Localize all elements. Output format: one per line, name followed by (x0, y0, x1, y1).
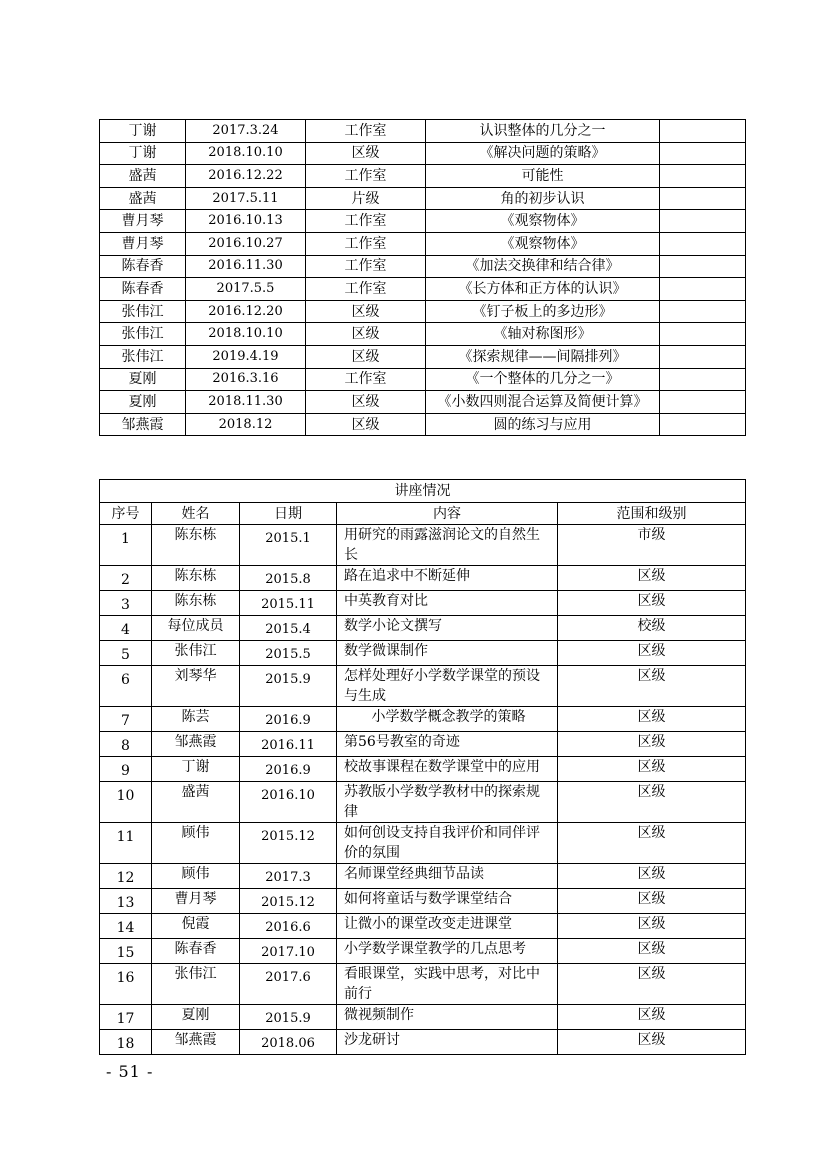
table-row (100, 939, 746, 964)
cell-level: 校级 (558, 616, 746, 641)
cell-level: 区级 (558, 1030, 746, 1055)
cell-level: 区级 (558, 823, 746, 864)
cell-empty (660, 413, 746, 436)
cell-level: 区级 (558, 641, 746, 666)
cell-empty (660, 323, 746, 346)
cell-date: 2015.11 (240, 591, 337, 616)
cell-empty (660, 232, 746, 255)
cell-date: 2015.4 (240, 616, 337, 641)
lesson-table (99, 119, 746, 436)
table-row (100, 525, 746, 566)
table-row (100, 864, 746, 889)
cell-teacher: 曹月琴 (100, 232, 186, 255)
table-row (100, 368, 746, 391)
table-row (100, 413, 746, 436)
cell-level: 工作室 (306, 120, 426, 143)
cell-lesson: 《长方体和正方体的认识》 (426, 278, 660, 301)
cell-name: 张伟江 (152, 964, 240, 1005)
cell-level: 区级 (306, 142, 426, 165)
cell-level: 区级 (558, 591, 746, 616)
cell-teacher: 夏刚 (100, 368, 186, 391)
cell-content: 名师课堂经典细节品读 (337, 864, 558, 889)
header-name: 姓名 (152, 503, 240, 525)
cell-level: 区级 (306, 323, 426, 346)
cell-teacher: 邹燕霞 (100, 413, 186, 436)
cell-lesson: 《探索规律——间隔排列》 (426, 345, 660, 368)
cell-level: 工作室 (306, 210, 426, 233)
cell-date: 2016.9 (240, 707, 337, 732)
cell-name: 刘琴华 (152, 666, 240, 707)
table-row (100, 616, 746, 641)
cell-date: 2016.6 (240, 914, 337, 939)
cell-date: 2018.11.30 (186, 391, 306, 414)
header-date: 日期 (240, 503, 337, 525)
table-row (100, 165, 746, 188)
cell-index: 15 (100, 939, 152, 964)
cell-content: 沙龙研讨 (337, 1030, 558, 1055)
cell-lesson: 《一个整体的几分之一》 (426, 368, 660, 391)
table-row (100, 732, 746, 757)
cell-level: 区级 (306, 300, 426, 323)
cell-date: 2016.12.22 (186, 165, 306, 188)
cell-content: 路在追求中不断延伸 (337, 566, 558, 591)
table-row (100, 641, 746, 666)
cell-name: 陈春香 (152, 939, 240, 964)
table-row (100, 142, 746, 165)
cell-content: 如何将童话与数学课堂结合 (337, 889, 558, 914)
cell-index: 16 (100, 964, 152, 1005)
cell-date: 2017.3.24 (186, 120, 306, 143)
cell-index: 2 (100, 566, 152, 591)
cell-date: 2017.3 (240, 864, 337, 889)
cell-content: 小学数学课堂教学的几点思考 (337, 939, 558, 964)
cell-level: 区级 (558, 782, 746, 823)
cell-index: 5 (100, 641, 152, 666)
cell-lesson: 《观察物体》 (426, 210, 660, 233)
cell-index: 9 (100, 757, 152, 782)
table-row (100, 120, 746, 143)
cell-teacher: 曹月琴 (100, 210, 186, 233)
cell-content: 让微小的课堂改变走进课堂 (337, 914, 558, 939)
cell-date: 2018.10.10 (186, 323, 306, 346)
cell-content: 校故事课程在数学课堂中的应用 (337, 757, 558, 782)
cell-lesson: 《观察物体》 (426, 232, 660, 255)
table-row (100, 757, 746, 782)
cell-lesson: 认识整体的几分之一 (426, 120, 660, 143)
cell-content: 数学小论文撰写 (337, 616, 558, 641)
cell-lesson: 《小数四则混合运算及简便计算》 (426, 391, 660, 414)
cell-name: 倪霞 (152, 914, 240, 939)
header-level: 范围和级别 (558, 503, 746, 525)
cell-index: 4 (100, 616, 152, 641)
cell-teacher: 张伟江 (100, 323, 186, 346)
cell-name: 每位成员 (152, 616, 240, 641)
cell-content: 第56号教室的奇迹 (337, 732, 558, 757)
table-row (100, 782, 746, 823)
cell-name: 丁谢 (152, 757, 240, 782)
cell-teacher: 丁谢 (100, 142, 186, 165)
cell-name: 顾伟 (152, 823, 240, 864)
cell-date: 2015.12 (240, 889, 337, 914)
header-index: 序号 (100, 503, 152, 525)
table-row (100, 889, 746, 914)
cell-empty (660, 165, 746, 188)
cell-date: 2016.10.27 (186, 232, 306, 255)
cell-empty (660, 142, 746, 165)
cell-date: 2015.5 (240, 641, 337, 666)
cell-date: 2016.11.30 (186, 255, 306, 278)
cell-index: 12 (100, 864, 152, 889)
cell-index: 13 (100, 889, 152, 914)
cell-teacher: 丁谢 (100, 120, 186, 143)
table-row (100, 707, 746, 732)
cell-index: 18 (100, 1030, 152, 1055)
table-row (100, 391, 746, 414)
cell-name: 陈芸 (152, 707, 240, 732)
cell-empty (660, 278, 746, 301)
cell-lesson: 可能性 (426, 165, 660, 188)
cell-level: 区级 (306, 345, 426, 368)
header-content: 内容 (337, 503, 558, 525)
cell-date: 2017.5.5 (186, 278, 306, 301)
cell-date: 2019.4.19 (186, 345, 306, 368)
table-row (100, 1030, 746, 1055)
cell-content: 数学微课制作 (337, 641, 558, 666)
table-row (100, 278, 746, 301)
cell-name: 邹燕霞 (152, 732, 240, 757)
cell-date: 2015.9 (240, 666, 337, 707)
cell-name: 顾伟 (152, 864, 240, 889)
cell-index: 6 (100, 666, 152, 707)
cell-index: 7 (100, 707, 152, 732)
cell-name: 曹月琴 (152, 889, 240, 914)
cell-name: 陈东栋 (152, 525, 240, 566)
cell-level: 区级 (558, 732, 746, 757)
cell-date: 2016.9 (240, 757, 337, 782)
cell-teacher: 张伟江 (100, 345, 186, 368)
cell-index: 3 (100, 591, 152, 616)
cell-level: 工作室 (306, 232, 426, 255)
cell-date: 2016.11 (240, 732, 337, 757)
cell-level: 区级 (558, 864, 746, 889)
cell-name: 邹燕霞 (152, 1030, 240, 1055)
cell-date: 2016.10.13 (186, 210, 306, 233)
table-row (100, 566, 746, 591)
cell-lesson: 《解决问题的策略》 (426, 142, 660, 165)
cell-level: 工作室 (306, 368, 426, 391)
cell-level: 区级 (558, 757, 746, 782)
cell-content: 如何创设支持自我评价和同伴评价的氛围 (337, 823, 558, 864)
cell-level: 区级 (558, 707, 746, 732)
cell-date: 2017.6 (240, 964, 337, 1005)
cell-index: 8 (100, 732, 152, 757)
cell-date: 2017.10 (240, 939, 337, 964)
cell-date: 2018.06 (240, 1030, 337, 1055)
cell-lesson: 《轴对称图形》 (426, 323, 660, 346)
table-row (100, 823, 746, 864)
cell-empty (660, 187, 746, 210)
cell-teacher: 张伟江 (100, 300, 186, 323)
cell-date: 2015.12 (240, 823, 337, 864)
cell-date: 2016.10 (240, 782, 337, 823)
cell-lesson: 角的初步认识 (426, 187, 660, 210)
table-row (100, 1005, 746, 1030)
table-row (100, 666, 746, 707)
cell-date: 2018.10.10 (186, 142, 306, 165)
cell-date: 2015.8 (240, 566, 337, 591)
table-row (100, 591, 746, 616)
cell-level: 区级 (306, 413, 426, 436)
cell-empty (660, 391, 746, 414)
cell-index: 1 (100, 525, 152, 566)
cell-name: 陈东栋 (152, 566, 240, 591)
cell-level: 区级 (558, 566, 746, 591)
cell-name: 盛茜 (152, 782, 240, 823)
cell-level: 区级 (558, 964, 746, 1005)
table-row (100, 232, 746, 255)
cell-level: 区级 (558, 889, 746, 914)
lecture-table (99, 479, 746, 1055)
cell-index: 11 (100, 823, 152, 864)
cell-date: 2016.12.20 (186, 300, 306, 323)
cell-teacher: 陈春香 (100, 278, 186, 301)
table-row (100, 964, 746, 1005)
cell-content: 小学数学概念教学的策略 (337, 707, 558, 732)
cell-content: 怎样处理好小学数学课堂的预设与生成 (337, 666, 558, 707)
cell-index: 17 (100, 1005, 152, 1030)
cell-teacher: 盛茜 (100, 165, 186, 188)
cell-index: 14 (100, 914, 152, 939)
cell-empty (660, 120, 746, 143)
cell-date: 2015.9 (240, 1005, 337, 1030)
cell-teacher: 陈春香 (100, 255, 186, 278)
table-row (100, 914, 746, 939)
cell-empty (660, 300, 746, 323)
cell-date: 2018.12 (186, 413, 306, 436)
cell-content: 微视频制作 (337, 1005, 558, 1030)
cell-teacher: 夏刚 (100, 391, 186, 414)
cell-date: 2015.1 (240, 525, 337, 566)
cell-name: 陈东栋 (152, 591, 240, 616)
cell-teacher: 盛茜 (100, 187, 186, 210)
lecture-table-title: 讲座情况 (100, 480, 746, 503)
table-row (100, 255, 746, 278)
cell-index: 10 (100, 782, 152, 823)
cell-lesson: 圆的练习与应用 (426, 413, 660, 436)
cell-level: 区级 (558, 939, 746, 964)
cell-date: 2017.5.11 (186, 187, 306, 210)
cell-content: 看眼课堂，实践中思考，对比中前行 (337, 964, 558, 1005)
cell-content: 苏教版小学数学教材中的探索规律 (337, 782, 558, 823)
cell-level: 片级 (306, 187, 426, 210)
table-row (100, 300, 746, 323)
cell-level: 区级 (558, 914, 746, 939)
cell-date: 2016.3.16 (186, 368, 306, 391)
cell-empty (660, 210, 746, 233)
cell-level: 工作室 (306, 165, 426, 188)
cell-empty (660, 345, 746, 368)
cell-lesson: 《加法交换律和结合律》 (426, 255, 660, 278)
cell-empty (660, 255, 746, 278)
cell-content: 中英教育对比 (337, 591, 558, 616)
cell-lesson: 《钉子板上的多边形》 (426, 300, 660, 323)
cell-level: 工作室 (306, 255, 426, 278)
table-row (100, 210, 746, 233)
cell-level: 市级 (558, 525, 746, 566)
table-row (100, 345, 746, 368)
cell-level: 区级 (558, 666, 746, 707)
cell-content: 用研究的雨露滋润论文的自然生长 (337, 525, 558, 566)
cell-level: 工作室 (306, 278, 426, 301)
page-number: - 51 - (106, 1062, 154, 1081)
cell-level: 区级 (306, 391, 426, 414)
table-row (100, 187, 746, 210)
cell-empty (660, 368, 746, 391)
table-row (100, 323, 746, 346)
cell-level: 区级 (558, 1005, 746, 1030)
cell-name: 张伟江 (152, 641, 240, 666)
cell-name: 夏刚 (152, 1005, 240, 1030)
